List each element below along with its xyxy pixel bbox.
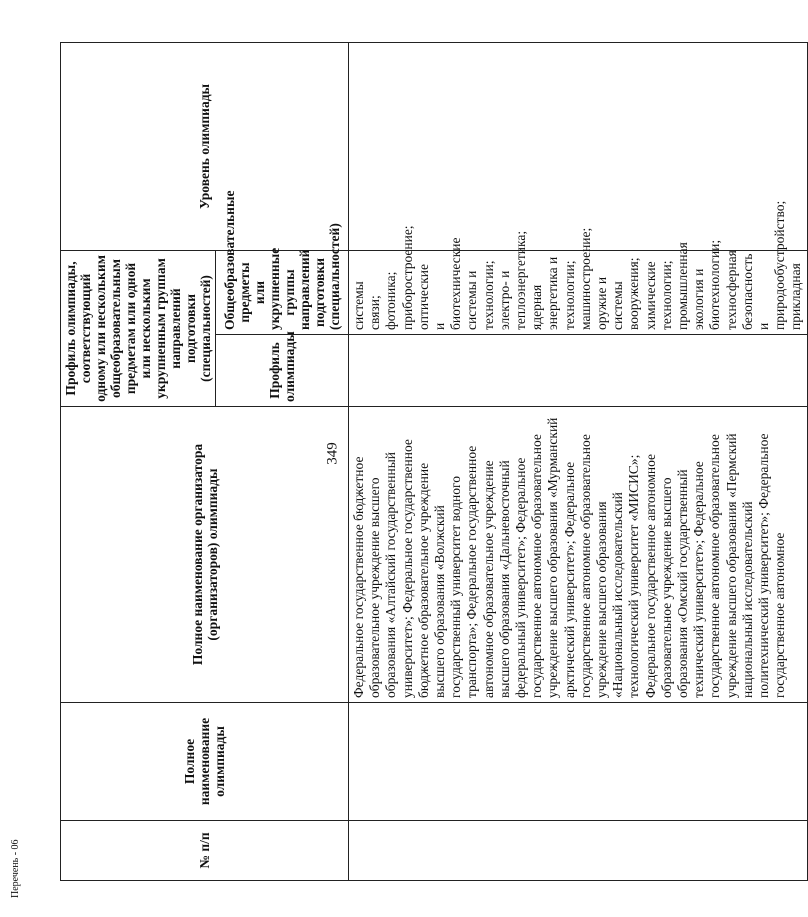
table-row — [349, 42, 808, 880]
header-number: № п/п — [61, 821, 349, 881]
header-profile-group: Профиль олимпиады, соответствующий одному или нескольким общеобразовательным предметам или одной или нескольким укрупненным группам направлений подготовки (специальностей) — [61, 250, 216, 406]
cell-number — [349, 821, 808, 881]
cell-profile — [349, 335, 808, 407]
cell-level — [349, 42, 808, 250]
header-level: Уровень олимпиады — [61, 42, 349, 250]
cell-olympiad-name — [349, 703, 808, 821]
header-subjects-groups: Общеобразовательные предметы или укрупненные группы направлений подготовки (специальностей) — [216, 250, 349, 334]
header-profile: Профиль олимпиады — [216, 335, 349, 407]
cell-organizers: Федеральное государственное бюджетное образовательное учреждение высшего образования «Алтайский государственный университет»; Федеральное государственное бюджетное образовательное учреждение высшего образования «Волжский государственный университет водного транспорта»; Федеральное государственное автономное образовательное учреждение высшего образования «Дальневосточный федеральный университет»; Федеральное государственное автономное образовательное учреждение высшего образования «Мурманский арктический университет»; Федеральное государственное автономное образовательное учреждение высшего образования «Национальный исследовательский технологический университет «МИСИС»; Федеральное государственное автономное образовательное учреждение высшего образования «Омский государственный технический университет»; Федеральное государственное автономное образовательное учреждение высшего образования «Пермский национальный исследовательский политехнический университет»; Федеральное государственное автономное — [349, 407, 808, 703]
header-olympiad-name: Полное наименование олимпиады — [61, 703, 349, 821]
olympiad-table-sheet — [60, 43, 804, 881]
page-number: 349 — [324, 442, 341, 465]
footer-note: Перечень - 06 — [10, 839, 21, 898]
olympiad-table — [60, 42, 808, 881]
header-organizer-name: Полное наименование организатора (организаторов) олимпиады — [61, 407, 349, 703]
cell-subjects: системы связи; фотоника; приборостроение; оптические и биотехнические системы и технологии; электро- и теплоэнергетика; ядерная энергетика и технологии; машиностроение; оружие и системы вооружения; химические технологии; промышленная экология и биотехнологии; техносферная безопасность и природообустройство; прикладная — [349, 250, 808, 334]
header-row-1 — [61, 42, 216, 880]
